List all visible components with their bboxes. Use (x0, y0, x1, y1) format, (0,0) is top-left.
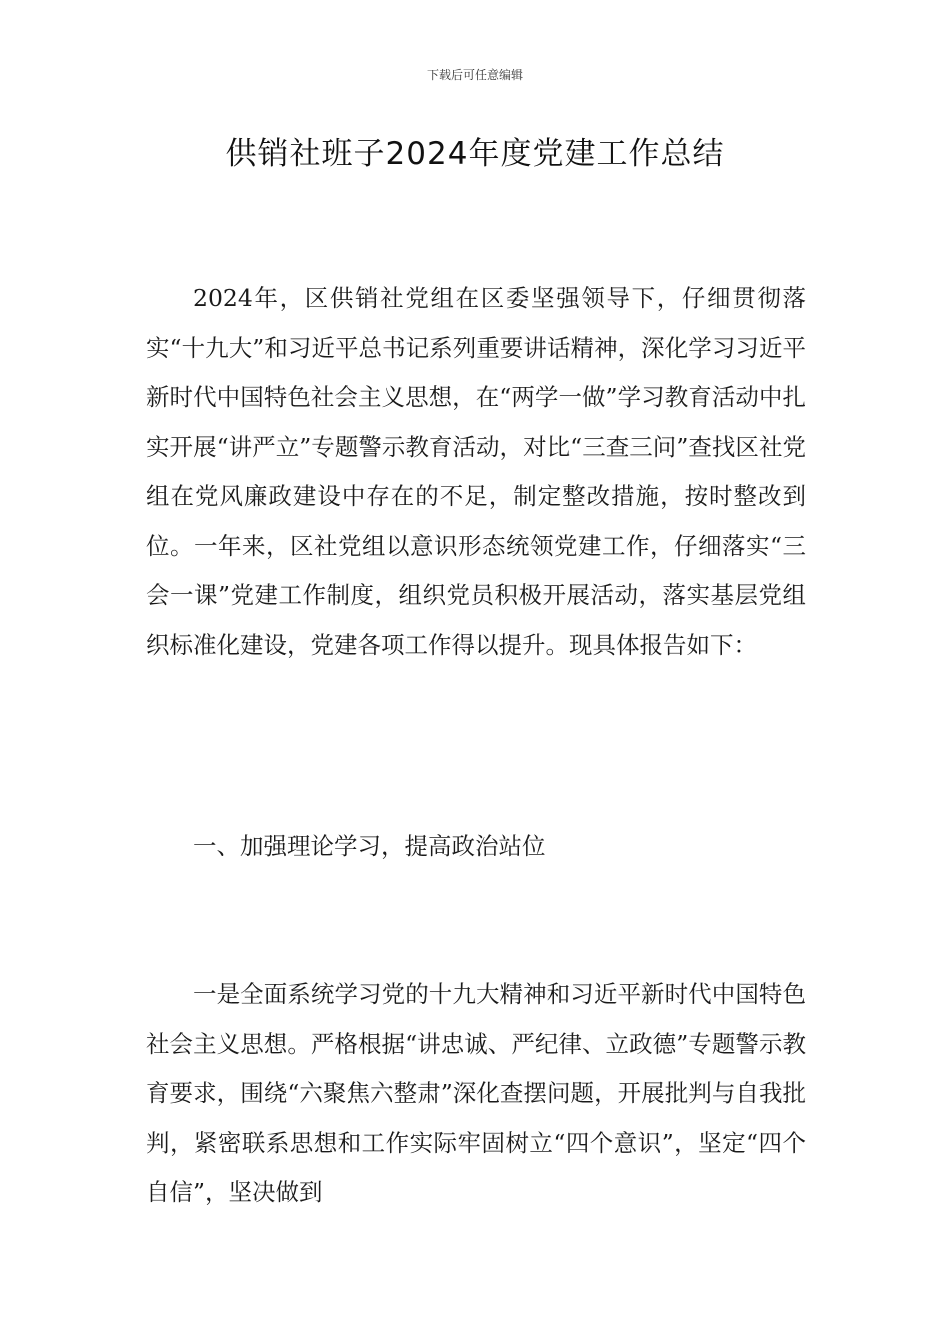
paragraph-section-1: 一是全面系统学习党的十九大精神和习近平新时代中国特色社会主义思想。严格根据“讲忠诚、严纪律、立政德”专题警示教育要求，围绕“六聚焦六整肃”深化查摆问题，开展批判与自我批判，紧密联系思想和工作实际牢固树立“四个意识”，坚定“四个自信”，坚决做到 (146, 980, 806, 1206)
document-title: 供销社班子2024年度党建工作总结 (225, 136, 725, 172)
header-note: 下载后可任意编辑 (426, 68, 523, 82)
paragraph-intro: 2024年，区供销社党组在区委坚强领导下，仔细贯彻落实“十九大”和习近平总书记系列重要讲话精神，深化学习习近平新时代中国特色社会主义思想，在“两学一做”学习教育活动中扎实开展“讲严立”专题警示教育活动，对比“三查三问”查找区社党组在党风廉政建设中存在的不足，制定整改措施，按时整改到位。一年来，区社党组以意识形态统领党建工作，仔细落实“三会一课”党建工作制度，组织党员积极开展活动，落实基层党组织标准化建设，党建各项工作得以提升。现具体报告如下： (146, 284, 806, 659)
section-heading-1: 一、加强理论学习，提高政治站位 (193, 832, 546, 860)
